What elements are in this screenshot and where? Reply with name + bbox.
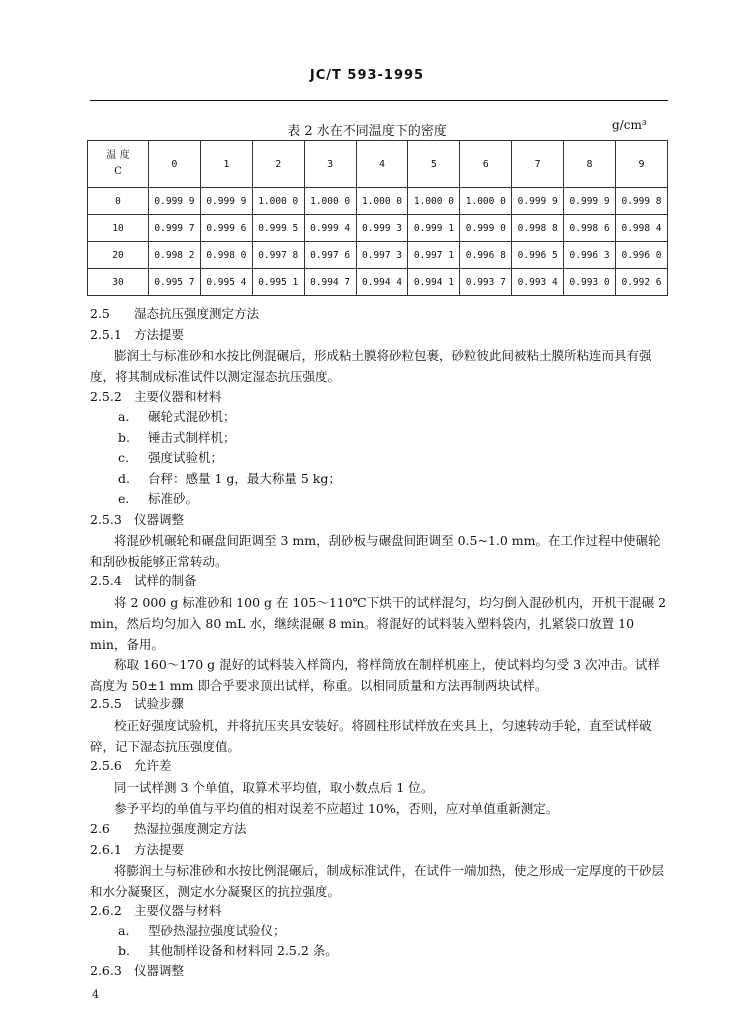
table-row xyxy=(88,188,668,215)
list-item xyxy=(118,943,338,959)
table-cell: 0.997 6 xyxy=(304,242,356,269)
corner-top: 温 度 xyxy=(106,150,130,161)
table-cell: 0.998 6 xyxy=(564,215,616,242)
section-title: 试验步骤 xyxy=(134,696,185,711)
section-2-6-1-text: 将膨润土与标准砂和水按比例混碾后，制成标准试件，在试件一端加热，使之形成一定厚度的干砂层和水分凝聚区，测定水分凝聚区的抗拉强度。 xyxy=(90,863,665,899)
section-2-5-4-text-2: 称取 160～170 g 混好的试料装入样筒内，将样筒放在制样机座上，使试料均匀受 3 次冲击。试样高度为 50±1 mm 即合乎要求顶出试样，称重。以相同质量和方法再制两块试样。 xyxy=(90,657,661,693)
section-2-5-1-text: 膨润土与标准砂和水按比例混碾后，形成粘土膜将砂粒包裹，砂粒彼此间被粘土膜所粘连而具有强度，将其制成标准试件以测定湿态抗压强度。 xyxy=(90,348,652,384)
table-cell: 0.999 4 xyxy=(304,215,356,242)
column-header: 1 xyxy=(200,141,252,188)
section-2-5-6-text-1: 同一试样测 3 个单值，取算术平均值，取小数点后 1 位。 xyxy=(114,780,434,795)
section-2-5-1-heading xyxy=(90,327,184,343)
section-2-5-4-text-1: 将 2 000 g 标准砂和 100 g 在 105～110℃下烘干的试样混匀，均匀倒入混砂机内，开机干混碾 2 min，然后均匀加入 80 mL 水，继续混碾 8 min。将混好的试料装入塑料袋内，扎紧袋口放置 10 min，备用。 xyxy=(90,595,667,652)
table-row xyxy=(88,269,668,296)
column-header: 6 xyxy=(460,141,512,188)
table-cell: 0.998 2 xyxy=(149,242,201,269)
table-cell: 1.000 0 xyxy=(408,188,460,215)
density-table xyxy=(87,140,668,296)
item-label: e. xyxy=(118,491,130,506)
section-2-5-6-text-2: 参予平均的单值与平均值的相对误差不应超过 10%，否则，应对单值重新测定。 xyxy=(114,801,559,816)
table-cell: 0.998 8 xyxy=(512,215,564,242)
section-2-6-1-heading xyxy=(90,842,184,858)
item-label: d. xyxy=(118,471,130,486)
row-header: 0 xyxy=(88,188,149,215)
table-cell: 0.995 1 xyxy=(252,269,304,296)
section-2-5-4-heading xyxy=(90,573,197,589)
item-text: 标准砂。 xyxy=(148,491,199,506)
header-rule xyxy=(90,100,668,101)
item-text: 锤击式制样机； xyxy=(148,430,236,445)
table-cell: 0.993 0 xyxy=(564,269,616,296)
item-text: 台秤：感量 1 g，最大称量 5 kg； xyxy=(148,471,341,486)
section-2-5-5-heading xyxy=(90,696,184,712)
list-item xyxy=(118,430,236,446)
table-cell: 1.000 0 xyxy=(304,188,356,215)
table-cell: 1.000 0 xyxy=(356,188,408,215)
item-label: a. xyxy=(118,923,130,938)
section-number: 2.6 xyxy=(90,821,110,836)
section-number: 2.5 xyxy=(90,306,110,321)
table-cell: 0.999 8 xyxy=(616,188,668,215)
section-title: 方法提要 xyxy=(134,842,185,857)
table-row xyxy=(88,242,668,269)
item-label: c. xyxy=(118,450,129,465)
table-cell: 0.994 4 xyxy=(356,269,408,296)
table-cell: 0.995 4 xyxy=(200,269,252,296)
table-cell: 0.999 9 xyxy=(149,188,201,215)
table-cell: 0.997 1 xyxy=(408,242,460,269)
table-cell: 0.999 9 xyxy=(512,188,564,215)
table-cell: 0.999 6 xyxy=(200,215,252,242)
running-header: JC/T 593-1995 xyxy=(309,68,425,83)
section-number: 2.5.3 xyxy=(90,512,122,527)
section-2-5-6-heading xyxy=(90,758,172,774)
section-number: 2.5.6 xyxy=(90,758,122,773)
list-item xyxy=(118,923,286,939)
table-cell: 0.994 7 xyxy=(304,269,356,296)
list-item xyxy=(118,471,341,487)
table-caption: 表 2 水在不同温度下的密度 xyxy=(287,124,447,139)
section-title: 湿态抗压强度测定方法 xyxy=(134,306,260,321)
item-text: 型砂热湿拉强度试验仪； xyxy=(148,923,286,938)
table-cell: 0.996 8 xyxy=(460,242,512,269)
section-number: 2.6.1 xyxy=(90,842,122,857)
item-text: 强度试验机； xyxy=(148,450,224,465)
page-number: 4 xyxy=(92,988,99,1001)
table-cell: 0.999 9 xyxy=(200,188,252,215)
section-number: 2.6.2 xyxy=(90,903,122,918)
item-label: a. xyxy=(118,409,130,424)
table-cell: 0.999 1 xyxy=(408,215,460,242)
table-cell: 0.998 0 xyxy=(200,242,252,269)
corner-cell xyxy=(88,141,149,188)
section-title: 主要仪器和材料 xyxy=(134,389,222,404)
corner-bottom: C xyxy=(114,166,122,177)
column-header: 9 xyxy=(616,141,668,188)
table-header-row xyxy=(88,141,668,188)
section-title: 允许差 xyxy=(134,758,172,773)
column-header: 2 xyxy=(252,141,304,188)
section-number: 2.5.5 xyxy=(90,696,122,711)
section-title: 方法提要 xyxy=(134,327,185,342)
table-cell: 0.999 5 xyxy=(252,215,304,242)
table-cell: 0.996 3 xyxy=(564,242,616,269)
table-cell: 1.000 0 xyxy=(460,188,512,215)
column-header: 5 xyxy=(408,141,460,188)
row-header: 20 xyxy=(88,242,149,269)
table-unit: g/cm³ xyxy=(612,118,647,132)
column-header: 4 xyxy=(356,141,408,188)
section-2-5-heading xyxy=(90,306,259,322)
column-header: 3 xyxy=(304,141,356,188)
table-cell: 0.997 8 xyxy=(252,242,304,269)
section-title: 热湿拉强度测定方法 xyxy=(134,821,247,836)
item-text: 其他制样设备和材料同 2.5.2 条。 xyxy=(148,943,338,958)
column-header: 0 xyxy=(149,141,201,188)
table-cell: 0.998 4 xyxy=(616,215,668,242)
table-cell: 0.999 3 xyxy=(356,215,408,242)
section-number: 2.6.3 xyxy=(90,963,122,978)
section-2-5-2-heading xyxy=(90,389,222,405)
table-row xyxy=(88,215,668,242)
table-cell: 0.995 7 xyxy=(149,269,201,296)
table-cell: 0.996 5 xyxy=(512,242,564,269)
section-2-6-3-heading xyxy=(90,963,184,979)
item-label: b. xyxy=(118,430,130,445)
table-cell: 0.992 6 xyxy=(616,269,668,296)
section-title: 仪器调整 xyxy=(134,963,185,978)
section-title: 试样的制备 xyxy=(134,573,197,588)
list-item xyxy=(118,409,236,425)
section-2-5-5-text: 校正好强度试验机，并将抗压夹具安装好。将圆柱形试样放在夹具上，匀速转动手轮，直至试样破碎，记下湿态抗压强度值。 xyxy=(90,718,652,754)
section-number: 2.5.2 xyxy=(90,389,122,404)
item-label: b. xyxy=(118,943,130,958)
item-text: 碾轮式混砂机； xyxy=(148,409,236,424)
section-number: 2.5.1 xyxy=(90,327,122,342)
table-cell: 0.997 3 xyxy=(356,242,408,269)
table-cell: 0.999 9 xyxy=(564,188,616,215)
table-cell: 0.999 0 xyxy=(460,215,512,242)
section-title: 仪器调整 xyxy=(134,512,185,527)
section-title: 主要仪器与材料 xyxy=(134,903,222,918)
section-2-6-2-heading xyxy=(90,903,222,919)
table-cell: 1.000 0 xyxy=(252,188,304,215)
table-cell: 0.999 7 xyxy=(149,215,201,242)
column-header: 7 xyxy=(512,141,564,188)
table-cell: 0.993 7 xyxy=(460,269,512,296)
table-cell: 0.996 0 xyxy=(616,242,668,269)
section-number: 2.5.4 xyxy=(90,573,122,588)
table-cell: 0.994 1 xyxy=(408,269,460,296)
list-item xyxy=(118,450,223,466)
row-header: 10 xyxy=(88,215,149,242)
section-2-5-3-text: 将混砂机碾轮和碾盘间距调至 3 mm，刮砂板与碾盘间距调至 0.5~1.0 mm。在工作过程中使碾轮和刮砂板能够正常转动。 xyxy=(90,533,661,569)
section-2-6-heading xyxy=(90,821,247,837)
table-cell: 0.993 4 xyxy=(512,269,564,296)
list-item xyxy=(118,491,198,507)
column-header: 8 xyxy=(564,141,616,188)
row-header: 30 xyxy=(88,269,149,296)
section-2-5-3-heading xyxy=(90,512,184,528)
